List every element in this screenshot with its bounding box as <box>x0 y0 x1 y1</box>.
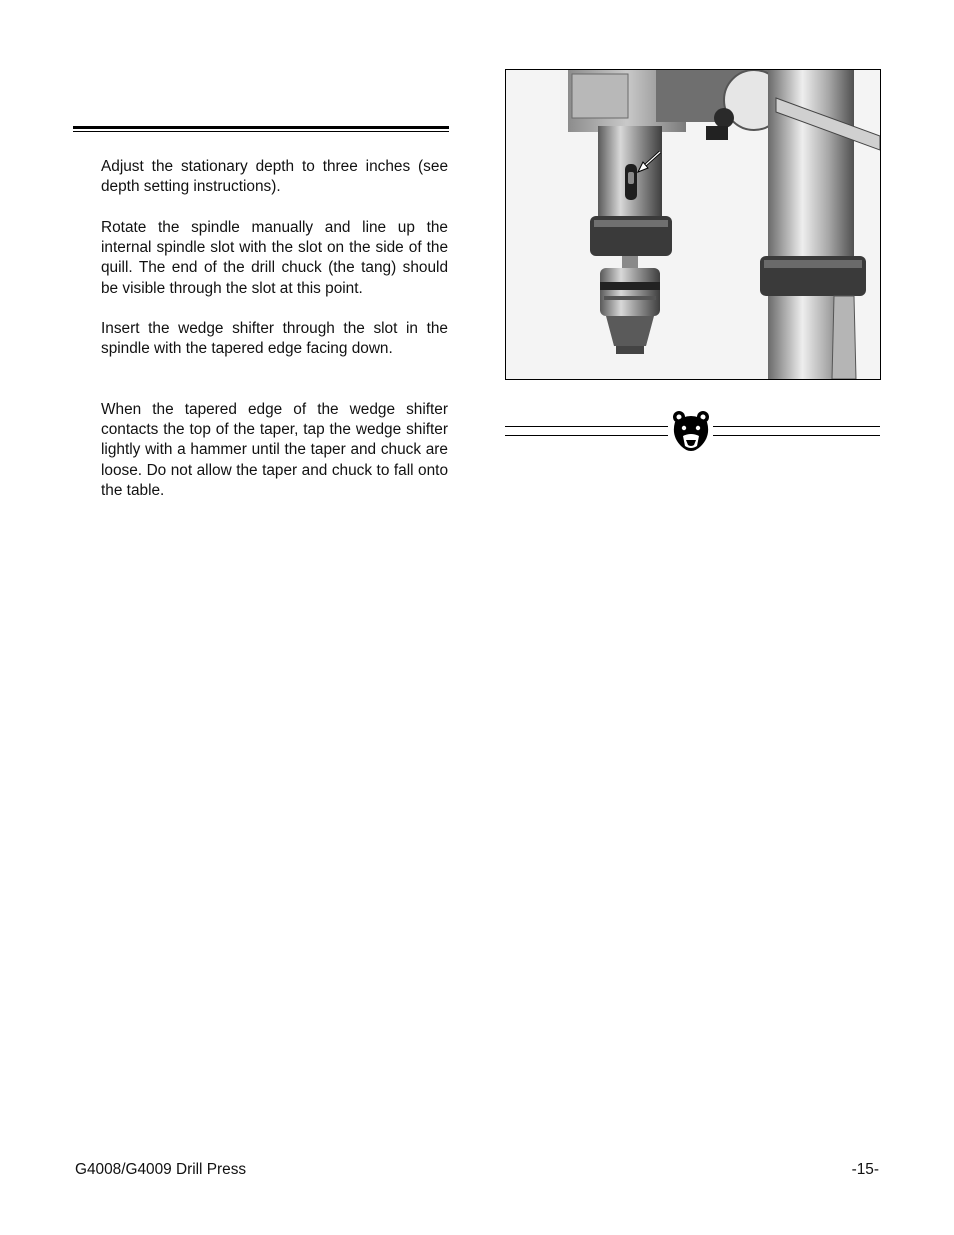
figure-photo <box>505 69 881 380</box>
divider-rule-right <box>713 426 880 438</box>
step-text-4: When the tapered edge of the wedge shifter contacts the top of the taper, tap the wedge shifter lightly with a hammer until the taper and chuck are loose. Do not allow the taper and chuck to fall onto the table. <box>101 401 448 499</box>
page-number: -15- <box>851 1161 879 1178</box>
section-header-rule <box>73 126 449 132</box>
step-text-2: Rotate the spindle manually and line up the internal spindle slot with the slot on the side of the quill. The end of the drill chuck (the tang) should be visible through the slot at this point. <box>101 219 448 297</box>
step-paragraph-3 <box>101 319 448 359</box>
grizzly-bear-logo-icon <box>671 410 711 454</box>
step-paragraph-2 <box>101 218 448 299</box>
drill-press-photo <box>506 70 880 379</box>
footer-title: G4008/G4009 Drill Press <box>75 1161 247 1178</box>
step-paragraph-4 <box>101 400 448 501</box>
step-paragraph-1 <box>101 157 448 197</box>
divider-rule-left <box>505 426 668 438</box>
step-text-1: Adjust the stationary depth to three inches (see depth setting instructions). <box>101 158 448 196</box>
step-text-3: Insert the wedge shifter through the slot in the spindle with the tapered edge facing down. <box>101 320 448 358</box>
